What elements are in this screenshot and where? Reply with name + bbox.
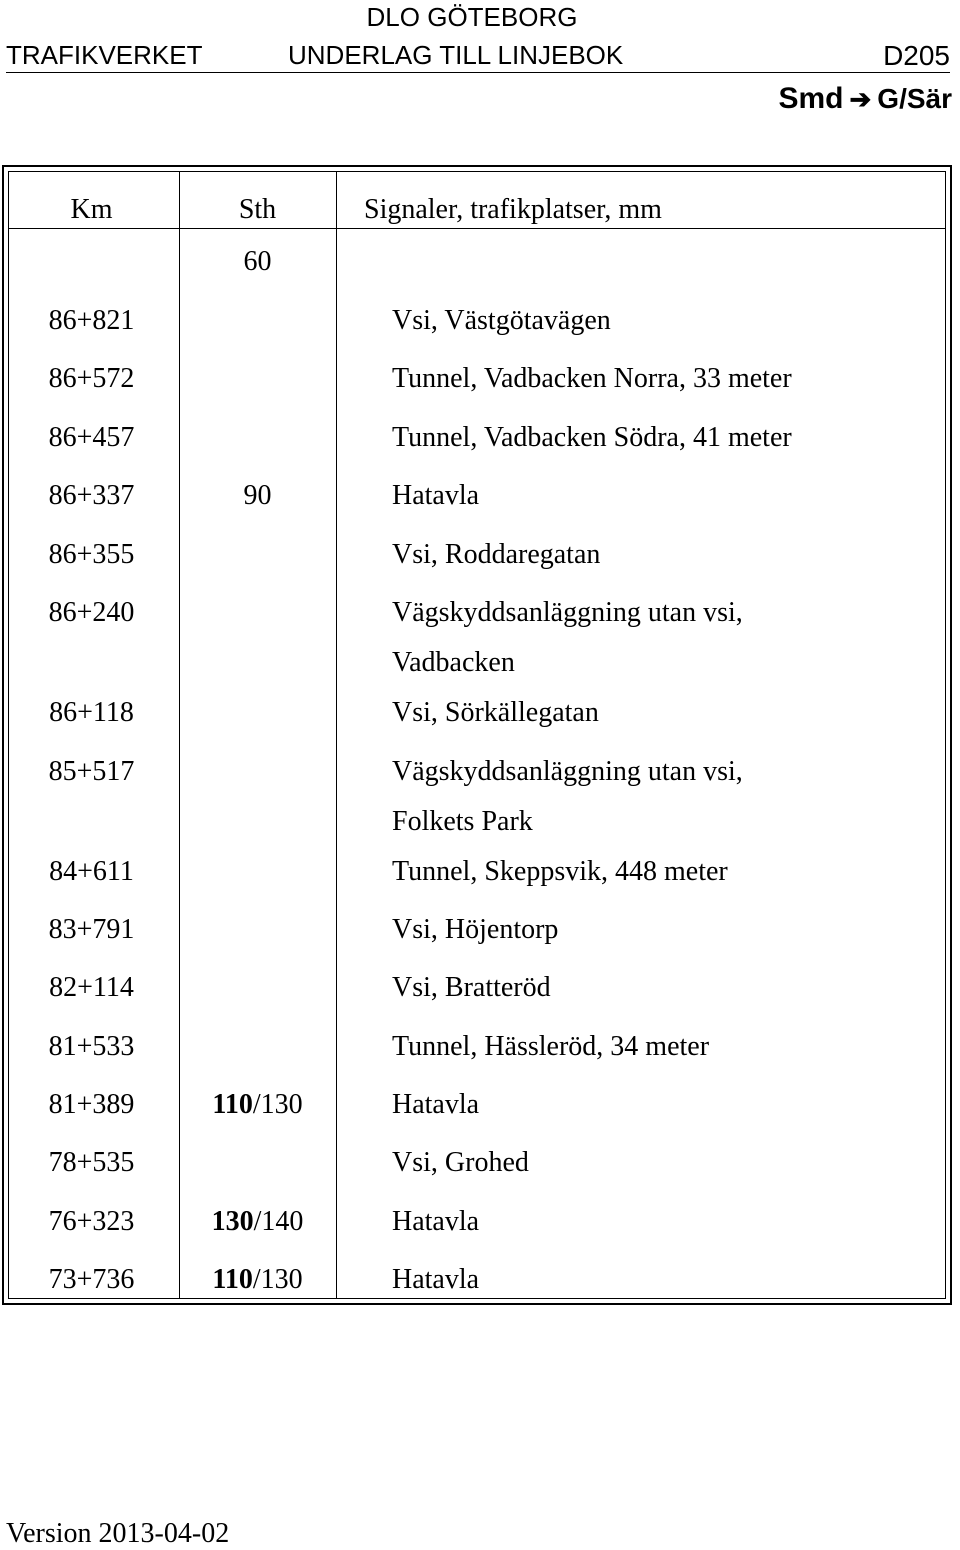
column-divider-km (179, 172, 180, 1298)
signal-cell: Vägskyddsanläggning utan vsi, (392, 756, 743, 787)
column-divider-sth (336, 172, 337, 1298)
route-label (778, 82, 952, 116)
signal-cell: Vsi, Sörkällegatan (392, 697, 599, 728)
route-from: Smd (778, 82, 844, 115)
km-cell: 81+533 (48, 1031, 135, 1062)
km-cell: 82+114 (49, 972, 134, 1003)
signal-cell: Vsi, Roddaregatan (392, 539, 601, 570)
agency-name: TRAFIKVERKET (6, 40, 203, 70)
speed-cell: 130/140 (211, 1206, 304, 1237)
signal-cell-continued: Vadbacken (392, 647, 515, 678)
column-header-km: Km (70, 194, 113, 225)
km-cell: 76+323 (48, 1206, 135, 1237)
km-cell: 86+355 (48, 539, 135, 570)
signal-cell: Hatavla (392, 1206, 480, 1237)
km-cell: 86+457 (48, 422, 135, 453)
signal-cell: Tunnel, Skeppsvik, 448 meter (392, 856, 728, 887)
column-header-sth: Sth (238, 194, 277, 225)
signal-cell: Vsi, Bratteröd (392, 972, 551, 1003)
km-cell: 86+572 (48, 363, 135, 394)
km-cell: 86+337 (48, 480, 135, 511)
km-cell: 73+736 (48, 1264, 135, 1295)
km-cell: 85+517 (48, 756, 135, 787)
signal-cell: Tunnel, Vadbacken Södra, 41 meter (392, 422, 792, 453)
line-table (2, 165, 952, 1305)
km-cell: 86+118 (49, 697, 134, 728)
km-cell: 86+821 (48, 305, 135, 336)
km-cell: 78+535 (48, 1147, 135, 1178)
signal-cell: Vsi, Grohed (392, 1147, 529, 1178)
version-label: Version 2013-04-02 (6, 1518, 230, 1549)
signal-cell: Hatavla (392, 1089, 480, 1120)
document-header (6, 40, 950, 73)
header-divider (9, 228, 945, 229)
arrow-right-icon: ➔ (849, 84, 872, 114)
signal-cell: Tunnel, Hässleröd, 34 meter (392, 1031, 710, 1062)
signal-cell: Hatavla (392, 1264, 480, 1295)
document-code: D205 (883, 40, 950, 71)
km-cell: 86+240 (48, 597, 135, 628)
document-subtitle: UNDERLAG TILL LINJEBOK (288, 40, 624, 70)
speed-cell: 110/130 (212, 1264, 303, 1295)
line-table-inner (8, 171, 946, 1299)
signal-cell: Tunnel, Vadbacken Norra, 33 meter (392, 363, 792, 394)
column-header-signals: Signaler, trafikplatser, mm (364, 194, 662, 225)
signal-cell: Hatavla (392, 480, 480, 511)
km-cell: 83+791 (48, 914, 135, 945)
km-cell: 81+389 (48, 1089, 135, 1120)
signal-cell: Vsi, Höjentorp (392, 914, 559, 945)
initial-speed: 60 (243, 246, 272, 277)
signal-cell: Vsi, Västgötavägen (392, 305, 611, 336)
speed-cell: 90 (243, 480, 272, 511)
org-name: DLO GÖTEBORG (366, 2, 578, 32)
speed-cell: 110/130 (212, 1089, 303, 1120)
km-cell: 84+611 (49, 856, 134, 887)
signal-cell: Vägskyddsanläggning utan vsi, (392, 597, 743, 628)
route-to: G/Sär (877, 83, 952, 114)
signal-cell-continued: Folkets Park (392, 806, 533, 837)
